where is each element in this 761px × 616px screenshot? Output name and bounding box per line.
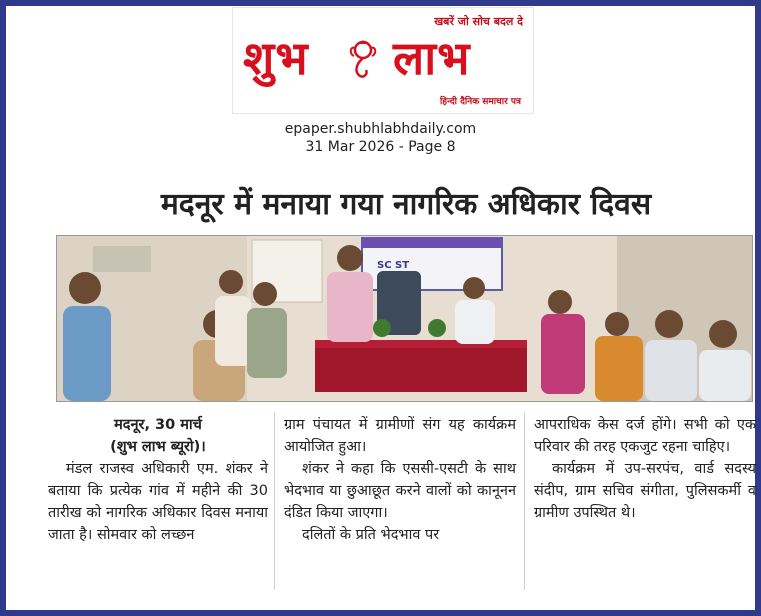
article-photo (56, 235, 753, 402)
article-paragraph: शंकर ने कहा कि एससी-एसटी के साथ भेदभाव या छुआछूत करने वालों को कानूनन दंडित किया जाएगा। (284, 461, 516, 521)
article-paragraph: मंडल राजस्व अधिकारी एम. शंकर ने बताया कि प्रत्येक गांव में महीने की 30 तारीख को नागरिक अधिकार दिवस मनाया जाता है। सोमवार को लच्छन (48, 461, 268, 543)
logo-word-1: शुभ (243, 31, 309, 85)
article-column-1 (48, 414, 268, 546)
logo-word-2: लाभ (393, 31, 471, 85)
ganesh-emblem-icon (346, 38, 380, 80)
edition-date-page: 31 Mar 2026 - Page 8 (305, 139, 456, 155)
article-column-2 (284, 414, 516, 546)
article-paragraph: दलितों के प्रति भेदभाव पर (302, 527, 440, 543)
masthead-subtitle: हिन्दी दैनिक समाचार पत्र (439, 97, 521, 107)
article-paragraph: ग्राम पंचायत में ग्रामीणों संग यह कार्यक्रम आयोजित हुआ। (284, 417, 516, 455)
dateline-place: मदनूर, 30 मार्च (114, 417, 202, 433)
article-column-3 (534, 414, 756, 524)
article-paragraph: कार्यक्रम में उप-सरपंच, वार्ड सदस्य संदीप, ग्राम सचिव संगीता, पुलिसकर्मी व ग्रामीण उपस्थित थे। (534, 461, 756, 521)
newspaper-logo (243, 30, 471, 86)
banner-text: SC ST (377, 260, 410, 271)
epaper-url[interactable]: epaper.shubhlabhdaily.com (284, 121, 477, 137)
newspaper-masthead[interactable] (233, 8, 533, 113)
column-rule (274, 412, 275, 590)
masthead-tagline: खबरें जो सोच बदल दे (434, 15, 523, 28)
article-headline: मदनूर में मनाया गया नागरिक अधिकार दिवस (160, 187, 652, 222)
article-paragraph: आपराधिक केस दर्ज होंगे। सभी को एक परिवार की तरह एकजुट रहना चाहिए। (534, 417, 756, 455)
column-rule (524, 412, 525, 590)
dateline-bureau: (शुभ लाभ ब्यूरो)। (110, 439, 206, 455)
